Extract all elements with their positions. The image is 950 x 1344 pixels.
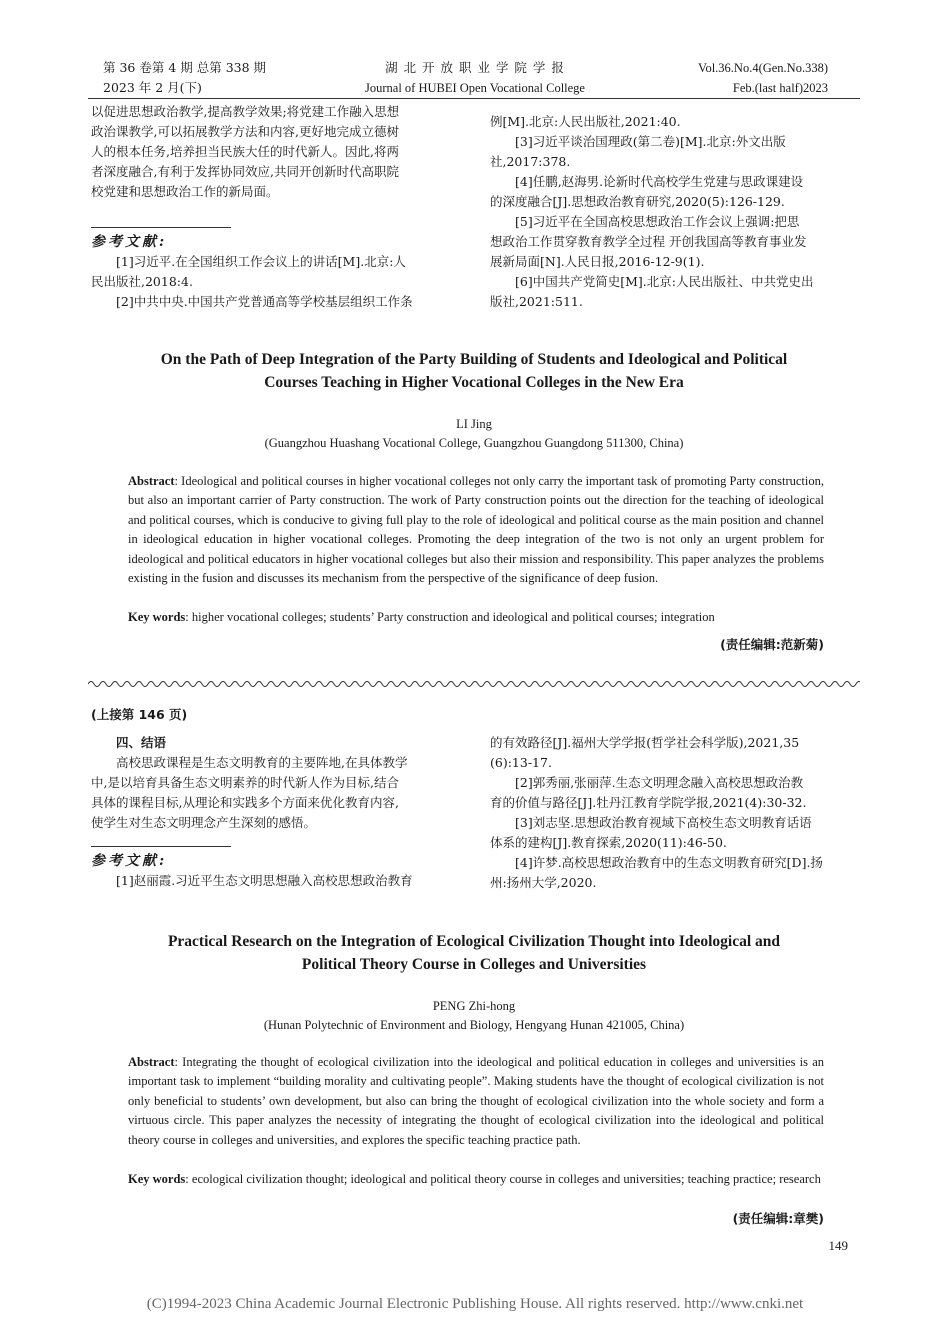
body-line: 校党建和思想政治工作的新局面。	[91, 184, 279, 199]
title-line: Political Theory Course in Colleges and Universities	[301, 956, 647, 973]
article2-editor: (责任编辑:章樊)	[732, 1211, 824, 1226]
article2-keywords	[128, 1170, 824, 1189]
page-number: 149	[828, 1238, 848, 1253]
refs-separator	[91, 227, 231, 228]
keywords-text: : ecological civilization thought; ideological and political theory course in colleges and universities; teaching practice; research	[185, 1172, 821, 1186]
ref-item-cont: 体系的建构[J].教育探索,2020(11):46-50.	[490, 835, 727, 850]
ref-item: [2]中共中央.中国共产党普通高等学校基层组织工作条	[116, 294, 413, 309]
ref-item-cont: 的深度融合[J].思想政治教育研究,2020(5):126-129.	[490, 194, 785, 209]
title-line: Courses Teaching in Higher Vocational Colleges in the New Era	[264, 374, 684, 391]
body-line: 使学生对生态文明理念产生深刻的感悟。	[91, 815, 317, 830]
ref-item-cont: 州:扬州大学,2020.	[490, 875, 597, 890]
body-line: 以促进思想政治教学,提高教学效果;将党建工作融入思想	[91, 104, 400, 119]
body-line: 具体的课程目标,从理论和实践多个方面来优化教育内容,	[91, 795, 399, 810]
ref-item-cont: 的有效路径[J].福州大学学报(哲学社会科学版),2021,35	[490, 735, 800, 750]
header-vol-en: Vol.36.No.4(Gen.No.338)	[698, 61, 828, 75]
abstract-text: : Integrating the thought of ecological civilization into the ideological and political education in colleges and universities is an important task to implement “building morality and cultivating people”. Making students have the thought of ecological civilization is not only beneficial to students’ own development, but also can bring the thought of ecological civilization into the whole society and form a virtuous circle. This paper analyzes the necessity of integrating the thought of ecological civilization into the ideological and political theory course in colleges and universities, and explores the specific teaching practice path.	[128, 1055, 824, 1147]
journal-name-cn: 湖 北 开 放 职 业 学 院 学 报	[385, 60, 565, 75]
ref-item-cont: 版社,2021:511.	[490, 294, 583, 309]
ref-item: [4]许梦.高校思想政治教育中的生态文明教育研究[D].扬	[515, 855, 823, 870]
header-right	[698, 58, 828, 98]
article1-author: LI Jing	[456, 417, 492, 431]
ref-item: [1]习近平.在全国组织工作会议上的讲话[M].北京:人	[116, 254, 406, 269]
body-line: 中,是以培育具备生态文明素养的时代新人作为目标,结合	[91, 775, 399, 790]
keywords-label: Key words	[128, 610, 186, 624]
article2-title-en	[88, 930, 860, 976]
abstract-text: : Ideological and political courses in higher vocational colleges not only carry the important task of promoting Party construction, but also an important carrier of Party construction. The work of Party construction points out the direction for the teaching of ideological and political courses, which is conducive to giving full play to the role of ideological and political course as the main position and channel in ideological education in higher vocational colleges. Promoting the deep integration of the two is not only an urgent problem for ideological and political educators in higher vocational colleges but also their mission and responsibility. This paper analyzes the problems existing in the fusion and discusses its mechanism from the perspective of the significance of deep fusion.	[128, 474, 824, 586]
ref-item-cont: 民出版社,2018:4.	[91, 274, 193, 289]
article1-abstract	[128, 472, 824, 588]
article1-title-en	[88, 348, 860, 394]
article1-affiliation: (Guangzhou Huashang Vocational College, Guangzhou Guangdong 511300, China)	[264, 436, 684, 450]
article2-abstract	[128, 1053, 824, 1150]
copyright-footer: (C)1994-2023 China Academic Journal Electronic Publishing House. All rights reserved. http://www.cnki.net	[146, 1296, 804, 1312]
ref-item: [3]习近平谈治国理政(第二卷)[M].北京:外文出版	[515, 134, 786, 149]
ref-item: [5]习近平在全国高校思想政治工作会议上强调:把思	[515, 214, 800, 229]
header-rule	[88, 98, 860, 99]
article2-author: PENG Zhi-hong	[432, 999, 516, 1013]
journal-name-en: Journal of HUBEI Open Vocational College	[365, 81, 585, 95]
ref-item: [1]赵丽霞.习近平生态文明思想融入高校思想政治教育	[116, 873, 413, 888]
article1-refs-left	[91, 252, 461, 312]
refs-separator	[91, 846, 231, 847]
header-date-en: Feb.(last half)2023	[732, 81, 828, 95]
wavy-divider	[88, 677, 860, 691]
article2-refs-left	[91, 871, 461, 891]
ref-item-cont: (6):13-17.	[490, 755, 552, 770]
title-line: On the Path of Deep Integration of the Party Building of Students and Ideological and Political	[160, 351, 788, 368]
article2-refs-right	[490, 733, 860, 893]
body-line: 者深度融合,有利于发挥协同效应,共同开创新时代高职院	[91, 164, 399, 179]
abstract-label: Abstract	[128, 474, 175, 488]
body-line: 政治课教学,可以拓展教学方法和内容,更好地完成立德树	[91, 124, 399, 139]
header-volume: 第 36 卷第 4 期 总第 338 期	[103, 60, 267, 75]
article2-body-left	[91, 733, 461, 833]
ref-item-cont: 想政治工作贯穿教育教学全过程 开创我国高等教育事业发	[490, 234, 807, 249]
section-title: 四、结语	[116, 735, 167, 750]
header-date: 2023 年 2 月(下)	[103, 80, 202, 95]
body-line: 高校思政课程是生态文明教育的主要阵地,在具体教学	[116, 755, 408, 770]
ref-item-cont: 社,2017:378.	[490, 154, 571, 169]
ref-item-cont: 展新局面[N].人民日报,2016-12-9(1).	[490, 254, 705, 269]
abstract-label: Abstract	[128, 1055, 175, 1069]
ref-item-cont: 例[M].北京:人民出版社,2021:40.	[490, 114, 681, 129]
article1-body-left	[91, 102, 461, 202]
ref-item: [2]郭秀丽,张丽萍.生态文明理念融入高校思想政治教	[515, 775, 804, 790]
article1-refs-right	[490, 112, 860, 312]
keywords-label: Key words	[128, 1172, 186, 1186]
ref-item-cont: 育的价值与路径[J].牡丹江教育学院学报,2021(4):30-32.	[490, 795, 807, 810]
title-line: Practical Research on the Integration of Ecological Civilization Thought into Ideological and	[167, 933, 781, 950]
refs-title: 参考文献:	[91, 853, 168, 869]
ref-item: [4]任鹏,赵海男.论新时代高校学生党建与思政课建设	[515, 174, 804, 189]
article1-editor: (责任编辑:范新菊)	[720, 637, 824, 652]
body-line: 人的根本任务,培养担当民族大任的时代新人。因此,将两	[91, 144, 399, 159]
ref-item: [3]刘志坚.思想政治教育视域下高校生态文明教育话语	[515, 815, 812, 830]
refs-title: 参考文献:	[91, 234, 168, 250]
article2-affiliation: (Hunan Polytechnic of Environment and Biology, Hengyang Hunan 421005, China)	[263, 1018, 685, 1032]
keywords-text: : higher vocational colleges; students’ Party construction and ideological and political courses; integration	[185, 610, 715, 624]
continued-from: (上接第 146 页)	[91, 707, 188, 722]
article1-keywords	[128, 608, 824, 627]
ref-item: [6]中国共产党简史[M].北京:人民出版社、中共党史出	[515, 274, 814, 289]
